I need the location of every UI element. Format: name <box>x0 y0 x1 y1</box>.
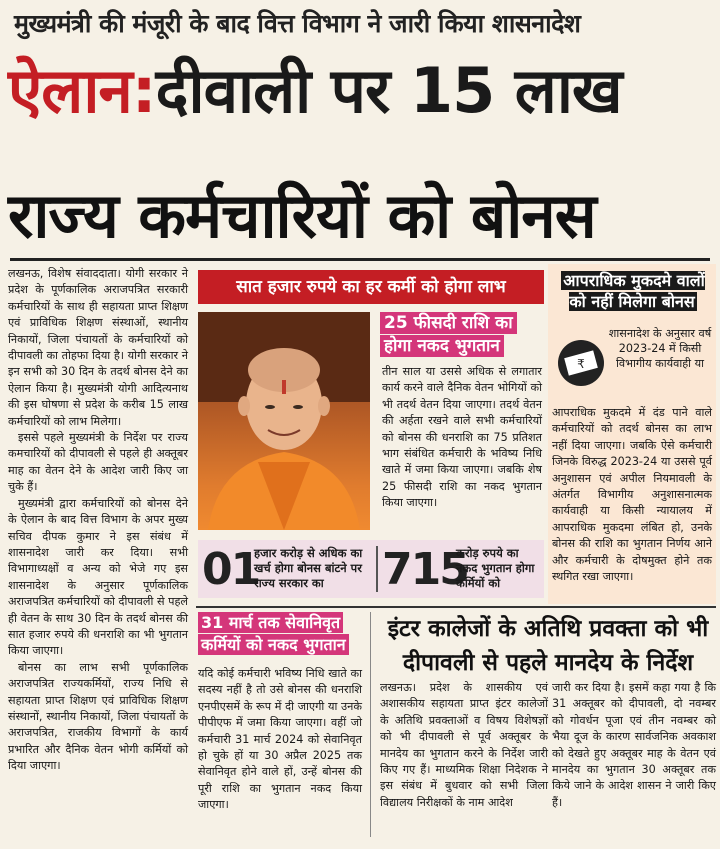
left-paragraph: इससे पहले मुख्यमंत्री के निर्देश पर राज्य कमचारियों को दीपावली से पहले ही अक्तूबर माह का वेतन देने के आदेश जारी किए जा चुके हैं। <box>8 431 188 494</box>
headline-divider <box>10 258 710 261</box>
pink-heading-cash-payment <box>380 312 520 358</box>
stats-box <box>198 540 544 598</box>
left-column <box>8 266 188 775</box>
stat-number-1: 01 <box>202 544 260 595</box>
pink-heading-text: 25 फीसदी राशि का होगा नकद भुगतान <box>380 312 517 357</box>
red-banner: सात हजार रुपये का हर कर्मी को होगा लाभ <box>198 270 544 304</box>
left-paragraph: मुख्यमंत्री द्वारा कर्मचारियों को बोनस देने के ऐलान के बाद वित्त विभाग के अपर मुख्य सचिव दीपक कुमार ने इस संबंध में शासनादेश जारी कर दिया। सभी विभागाध्यक्षों व अन्य को भेजे गए इस शासनादेश के अनुसार पूर्णकालिक अराजपत्रित कर्मचारियों को दीपावली से पहले ही वेतन के साथ 30 दिन के तदर्थ बोनस की सात हजार रुपये की धनराशि का भी भुगतान किया जाएगा। <box>8 496 188 658</box>
column-rule <box>370 612 371 837</box>
stat-text-2: करोड़ रुपये का नकद भुगतान होगा कर्मियों को <box>456 546 535 590</box>
lower-divider <box>196 606 716 608</box>
left-paragraph: लखनऊ, विशेष संवाददाता। योगी सरकार ने प्रदेश के पूर्णकालिक अराजपत्रित सरकारी कर्मचारियों के साथ ही सहायता प्राप्त शिक्षण एवं प्राविधिक शिक्षण संस्थाओं, स्थानीय निकायों, जिला पंचायतों के कर्मचारियों को दीपावली का तोहफा दिया है। योगी सरकार ने इन सभी को 30 दिन के तदर्थ बोनस देने का ऐलान किया है। मुख्यमंत्री योगी आदित्यनाथ की इस घोषणा से प्रदेश के करीब 15 लाख कर्मचारियों को लाभ मिलेगा। <box>8 267 188 428</box>
headline-prefix: ऐलान: <box>8 54 156 127</box>
middle-paragraph: तीन साल या उससे अधिक से लगातार कार्य करने वाले दैनिक वेतन भोगियों को भी तदर्थ वेतन दिया जाएगा। तदर्थ वेतन की अर्हता रखने वाले सभी कर्मचारियों को बोनस की धनराशि का 75 प्रतिशत भाग संबंधित कर्मचारी के भविष्य निधि खाते में जमा किया जाएगा। जबकि शेष 25 फीसदी राशि का नकद भुगतान किया जाएगा। <box>382 365 542 510</box>
supra-headline: मुख्यमंत्री की मंजूरी के बाद वित्त विभाग ने जारी किया शासनादेश <box>14 9 581 38</box>
pink-heading-retired <box>198 612 358 656</box>
rupee-note-icon <box>558 340 604 386</box>
main-headline-line2: राज्य कर्मचारियों को बोनस <box>8 179 596 252</box>
stat-text-1: हजार करोड़ से अधिक का खर्च होगा बोनस बांटने पर राज्य सरकार का <box>254 546 363 590</box>
middle-column <box>382 364 542 512</box>
portrait-illustration <box>198 312 370 530</box>
pink-heading-2-text: 31 मार्च तक सेवानिवृत कर्मियों को नकद भुगतान <box>198 612 349 655</box>
right-box-headline <box>552 270 714 312</box>
retired-column: यदि कोई कर्मचारी भविष्य निधि खाते का सदस्य नहीं है तो उसे बोनस की धनराशि एनपीएसमें के रूप में दी जाएगी या उनके पीपीएफ में जमा किया जाएगा। वहीं जो कर्मचारी 31 मार्च 2024 को सेवानिवृत हो चुके हों या 30 अप्रैल 2025 तक सेवानिवृत होने वाले हों, उन्हें बोनस की पूरी राशि का भुगतान नकद किया जाएगा। <box>198 667 362 812</box>
stat-divider <box>376 546 378 592</box>
right-box-headline-text: आपराधिक मुकदमे वालों को नहीं मिलेगा बोनस <box>563 271 705 311</box>
left-paragraph: बोनस का लाभ सभी पूर्णकालिक अराजपत्रित राज्यकर्मियों, राज्य निधि से सहायता प्राप्त शिक्षण एवं प्राविधिक शिक्षण संस्थानों, स्थानीय निकायों, जिला पंचायतों के अराजपत्रित, राजकीय विभागों के कार्य प्रभारित और दैनिक वेतन भोगी कर्मियों को दिया जाएगा। <box>8 660 188 773</box>
guest-lecturer-column-1: लखनऊ। प्रदेश के शासकीय एवं अशासकीय सहायता प्राप्त इंटर कालेजों के अतिथि प्रवक्ताओं व विषय विशेषज्ञों को भी दीपावली से पूर्व अक्तूबर के मानदेय का भुगतान करने के निर्देश जारी किए गए हैं। माध्यमिक शिक्षा निदेशक ने इस संबंध में बुधवार को सभी जिला विद्यालय निरीक्षकों के नाम आदेश <box>380 681 548 809</box>
right-box-body: आपराधिक मुकदमे में दंड पाने वाले कर्मचारियों को तदर्थ बोनस का लाभ नहीं दिया जाएगा। जबकि ऐसे कर्मचारी जिनके विरुद्ध 2023-24 या उससे पूर्व अनुशासन एवं अपील नियमावली के अंतर्गत विभागीय अनुशासनात्मक कार्यवाही या किसी न्यायालय में आपराधिक मुकदमा लंबित हो, उनके बोनस की राशि का भुगतान निर्णय आने और कर्मचारी के दोषमुक्त होने तक स्थगित रखा जाएगा। <box>552 406 712 584</box>
main-headline-line1 <box>8 52 622 130</box>
guest-lecturer-column-2: जारी कर दिया है। इसमें कहा गया है कि 31 अक्तूबर को दीपावली, दो नवम्बर को गोवर्धन पूजा एवं तीन नवम्बर को भैया दूज के कारण सार्वजनिक अवकाश को देखते हुए अक्तूबर माह के वेतन एवं मानदेय का भुगतान 30 अक्तूबर तक किये जाने के आदेश शासन ने जारी किए हैं। <box>552 681 716 809</box>
guest-lecturer-headline: इंटर कालेजों के अतिथि प्रवक्ता को भी दीपावली से पहले मानदेय के निर्देश <box>387 616 709 676</box>
stat-number-2: 715 <box>382 544 468 595</box>
portrait-photo <box>198 312 370 530</box>
right-box-intro: शासनादेश के अनुसार वर्ष 2023-24 में किसी विभागीय कार्यवाही या <box>608 327 712 371</box>
warning-badge-icon <box>558 340 604 386</box>
svg-text:₹: ₹ <box>577 357 585 371</box>
headline-line1: दीवाली पर 15 लाख <box>155 54 622 127</box>
